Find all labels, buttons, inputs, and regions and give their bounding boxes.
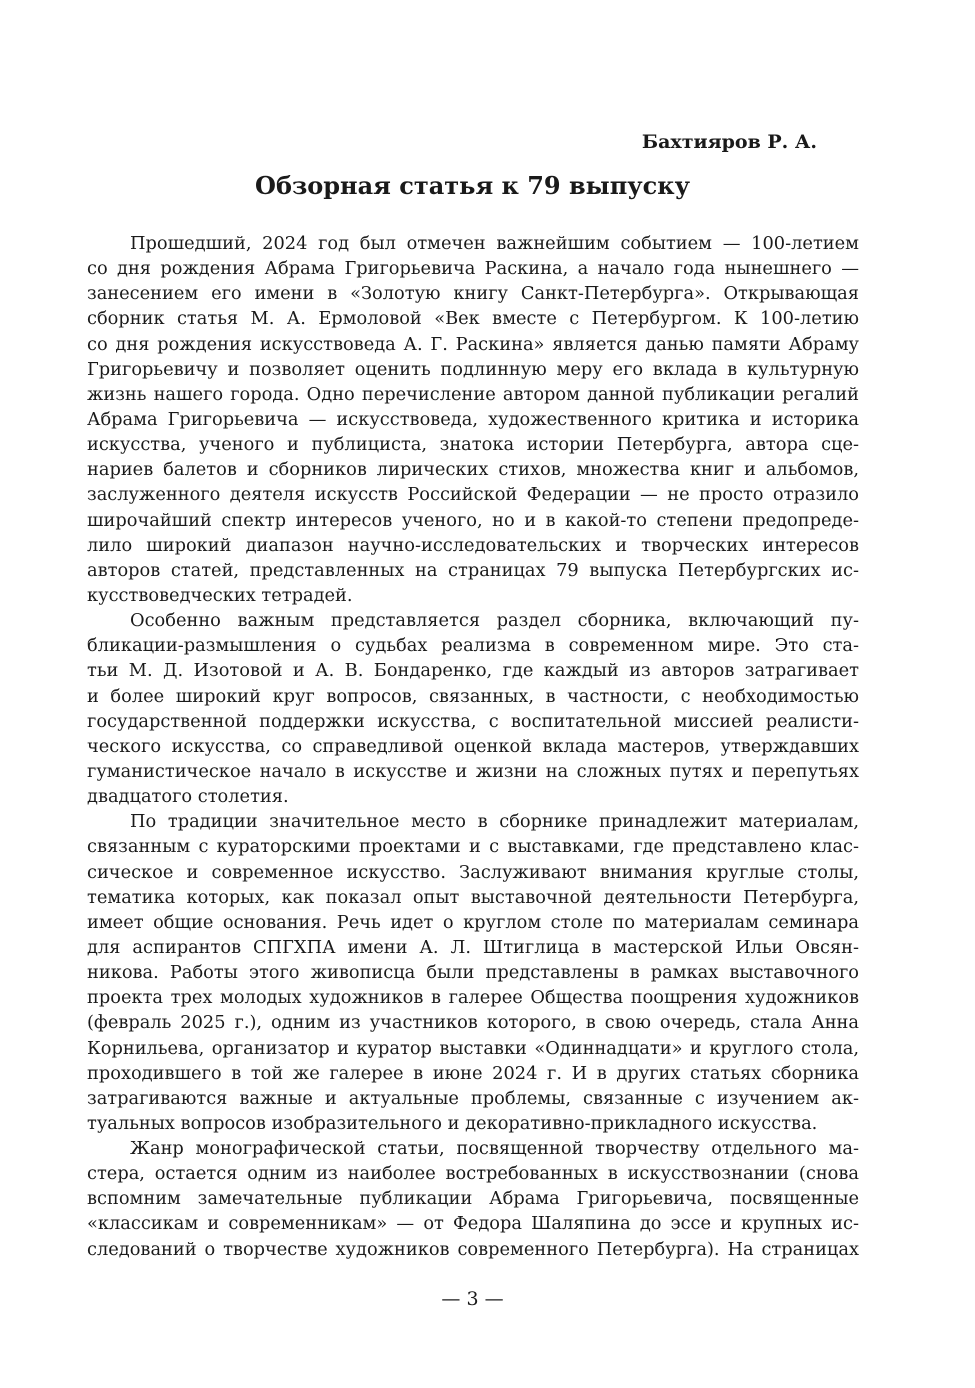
text-line: сическое и современное искусство. Заслуживают внимания круглые столы, (87, 861, 859, 883)
text-line: ческого искусства, со справедливой оценкой вклада мастеров, утверждавших (87, 735, 859, 757)
text-line: Корнильева, организатор и куратор выставки «Одиннадцати» и круглого стола, (87, 1037, 859, 1059)
text-line: тематика которых, как показал опыт выставочной деятельности Петербурга, (87, 886, 859, 908)
text-line: стера, остается одним из наиболее востребованных в искусствознании (снова (87, 1163, 859, 1185)
article-title: Обзорная статья к 79 выпуску (255, 171, 690, 200)
text-line: государственной поддержки искусства, с воспитательной миссией реалисти- (87, 710, 859, 732)
text-line: проекта трех молодых художников в галерее Общества поощрения художников (87, 987, 859, 1009)
text-line: Абрама Григорьевича — искусствоведа, художественного критика и историка (87, 408, 859, 430)
text-line: кусствоведческих тетрадей. (87, 584, 353, 606)
text-line: и более широкий круг вопросов, связанных, в частности, с необходимостью (87, 685, 859, 707)
text-line: «классикам и современникам» — от Федора Шаляпина до эссе и крупных ис- (87, 1213, 859, 1235)
text-line: двадцатого столетия. (87, 786, 289, 808)
page-number: — 3 — (441, 1288, 504, 1310)
text-line: заслуженного деятеля искусств Российской Федерации — не просто отразило (87, 484, 859, 506)
author-name: Бахтияров Р. А. (641, 131, 817, 153)
text-line: лило широкий диапазон научно-исследовательских и творческих интересов (87, 534, 859, 556)
text-line: занесением его имени в «Золотую книгу Санкт-Петербурга». Открывающая (87, 283, 859, 305)
text-line: следований о творчестве художников современного Петербурга). На страницах (87, 1238, 859, 1260)
article-body (87, 231, 859, 1262)
text-line: имеет общие основания. Речь идет о круглом столе по материалам семинара (87, 911, 859, 933)
text-line: со дня рождения искусствоведа А. Г. Раскина» является данью памяти Абраму (87, 333, 859, 355)
text-line: бликации-размышления о судьбах реализма в современном мире. Это ста- (87, 635, 859, 657)
text-line: (февраль 2025 г.), одним из участников которого, в свою очередь, стала Анна (87, 1012, 859, 1034)
text-line: искусства, ученого и публициста, знатока истории Петербурга, автора сце- (87, 434, 859, 456)
text-line: туальных вопросов изобразительного и декоративно-прикладного искусства. (87, 1112, 818, 1134)
text-line: сборник статья М. А. Ермоловой «Век вместе с Петербургом. К 100-летию (87, 308, 859, 330)
text-line: широчайший спектр интересов ученого, но и в какой-то степени предопреде- (87, 509, 859, 531)
text-line: Особенно важным представляется раздел сборника, включающий пу- (130, 610, 859, 632)
text-line: связанным с кураторскими проектами и с выставками, где представлено клас- (87, 836, 859, 858)
text-line: Жанр монографической статьи, посвященной творчеству отдельного ма- (130, 1138, 859, 1160)
text-line: проходившего в той же галерее в июне 2024 г. И в других статьях сборника (87, 1062, 859, 1084)
text-line: для аспирантов СПГХПА имени А. Л. Штиглица в мастерской Ильи Овсян- (87, 936, 859, 958)
text-line: По традиции значительное место в сборнике принадлежит материалам, (130, 811, 859, 833)
text-line: Прошедший, 2024 год был отмечен важнейшим событием — 100-летием (130, 233, 859, 254)
text-line: вспомним замечательные публикации Абрама Григорьевича, посвященные (87, 1188, 859, 1210)
text-line: жизнь нашего города. Одно перечисление автором данной публикации регалий (87, 383, 859, 405)
text-line: со дня рождения Абрама Григорьевича Раскина, а начало года нынешнего — (87, 258, 859, 280)
text-line: тьи М. Д. Изотовой и А. В. Бондаренко, где каждый из авторов затрагивает (87, 660, 859, 682)
text-line: затрагиваются важные и актуальные проблемы, связанные с изучением ак- (87, 1087, 859, 1109)
text-line: авторов статей, представленных на страницах 79 выпуска Петербургских ис- (87, 559, 859, 581)
text-line: гуманистическое начало в искусстве и жизни на сложных путях и перепутьях (87, 760, 859, 782)
text-line: нариев балетов и сборников лирических стихов, множества книг и альбомов, (87, 459, 859, 481)
text-line: никова. Работы этого живописца были представлены в рамках выставочного (87, 962, 859, 984)
text-line: Григорьевичу и позволяет оценить подлинную меру его вклада в культурную (87, 358, 859, 380)
